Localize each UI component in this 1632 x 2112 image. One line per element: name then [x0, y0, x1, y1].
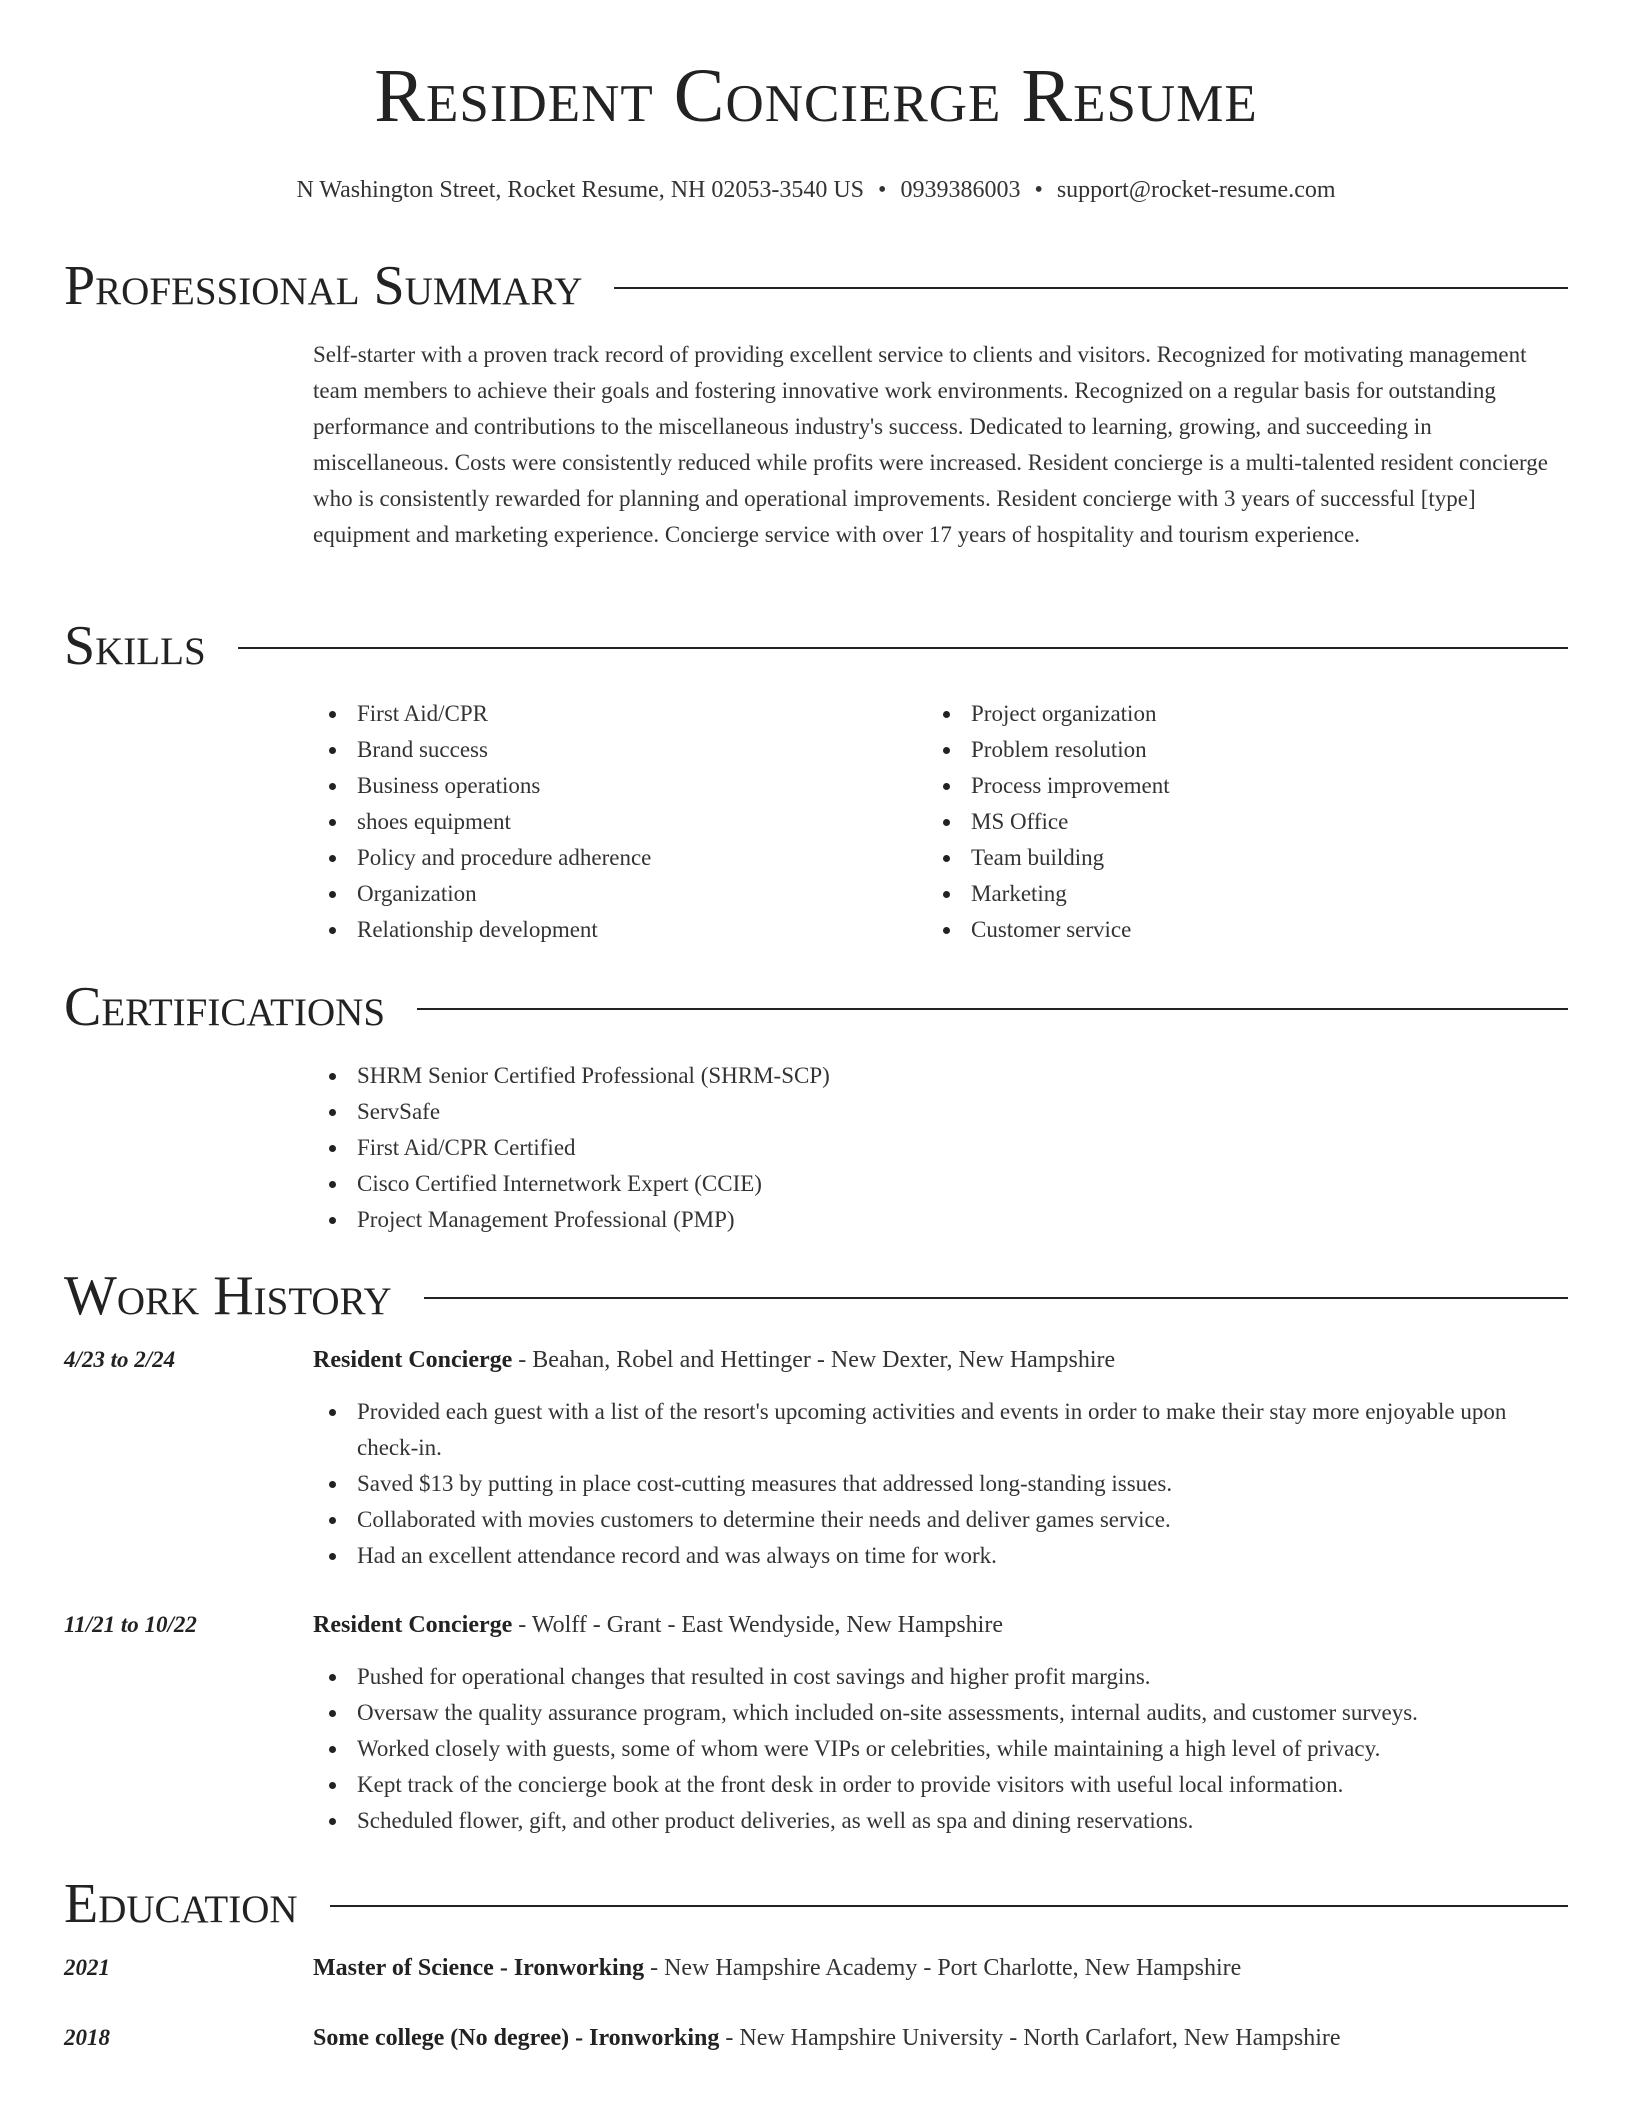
education-heading [313, 2020, 1568, 2056]
certification-item: First Aid/CPR Certified [313, 1130, 1513, 1166]
education-degree: Some college (No degree) - Ironworking [313, 2025, 720, 2051]
section-title-certifications: Certifications [64, 976, 386, 1038]
job-duty: Worked closely with guests, some of whom were VIPs or celebrities, while maintaining a high level of privacy. [313, 1731, 1568, 1767]
resume-title: Resident Concierge Resume [374, 54, 1258, 138]
job-heading [313, 1607, 1568, 1643]
section-title-education: Education [64, 1873, 298, 1935]
job-duties-list [313, 1394, 1568, 1574]
contact-phone: 0939386003 [900, 177, 1021, 203]
certification-item: Project Management Professional (PMP) [313, 1202, 1513, 1238]
skill-item: Project organization [927, 696, 1487, 732]
job-duty: Provided each guest with a list of the resort's upcoming activities and events in order to make their stay more enjoyable upon check-in. [313, 1394, 1568, 1466]
education-year: 2021 [64, 1955, 110, 1980]
certification-item: Cisco Certified Internetwork Expert (CCIE) [313, 1166, 1513, 1202]
certification-item: SHRM Senior Certified Professional (SHRM-SCP) [313, 1058, 1513, 1094]
job-duty: Scheduled flower, gift, and other product deliveries, as well as spa and dining reservations. [313, 1803, 1568, 1839]
skill-item: Problem resolution [927, 732, 1487, 768]
job-heading [313, 1342, 1568, 1378]
skill-item: Marketing [927, 876, 1487, 912]
certifications-list [313, 1058, 1513, 1238]
education-degree: Master of Science - Ironworking [313, 1955, 645, 1981]
skill-item: Process improvement [927, 768, 1487, 804]
section-header-education [64, 1873, 1568, 1935]
certification-item: ServSafe [313, 1094, 1513, 1130]
section-divider [330, 1905, 1568, 1907]
skill-item: MS Office [927, 804, 1487, 840]
job-role: Resident Concierge [313, 1612, 513, 1638]
job-dates: 11/21 to 10/22 [64, 1612, 197, 1637]
job-duty: Collaborated with movies customers to determine their needs and deliver games service. [313, 1502, 1568, 1538]
section-divider [417, 1008, 1568, 1010]
education-heading [313, 1950, 1568, 1986]
job-duty: Saved $13 by putting in place cost-cutting measures that addressed long-standing issues. [313, 1466, 1568, 1502]
section-title-work-history: Work History [64, 1265, 392, 1327]
contact-email: support@rocket-resume.com [1056, 177, 1336, 203]
contact-separator: • [1034, 177, 1043, 203]
job-employer-location: - Beahan, Robel and Hettinger - New Dexter, New Hampshire [512, 1347, 1116, 1373]
skill-item: Policy and procedure adherence [313, 840, 873, 876]
skill-item: Brand success [313, 732, 873, 768]
skills-list-left [313, 696, 873, 948]
contact-address: N Washington Street, Rocket Resume, NH 02053-3540 US [296, 177, 865, 203]
job-duty: Pushed for operational changes that resulted in cost savings and higher profit margins. [313, 1659, 1568, 1695]
skill-item: Team building [927, 840, 1487, 876]
skills-list-right [927, 696, 1487, 948]
section-title-summary: Professional Summary [64, 255, 583, 317]
skill-item: Business operations [313, 768, 873, 804]
section-header-certifications [64, 976, 1568, 1038]
job-duties-list [313, 1659, 1568, 1839]
job-employer-location: - Wolff - Grant - East Wendyside, New Hampshire [512, 1612, 1003, 1638]
skill-item: Relationship development [313, 912, 873, 948]
education-school-location: - New Hampshire Academy - Port Charlotte, New Hampshire [644, 1955, 1242, 1981]
education-year: 2018 [64, 2025, 110, 2050]
skill-item: Organization [313, 876, 873, 912]
skill-item: Customer service [927, 912, 1487, 948]
skill-item: shoes equipment [313, 804, 873, 840]
job-duty: Oversaw the quality assurance program, which included on-site assessments, internal audits, and customer surveys. [313, 1695, 1568, 1731]
job-dates: 4/23 to 2/24 [64, 1347, 176, 1372]
job-duty: Kept track of the concierge book at the front desk in order to provide visitors with useful local information. [313, 1767, 1568, 1803]
section-title-skills: Skills [64, 615, 206, 677]
skill-item: First Aid/CPR [313, 696, 873, 732]
section-header-skills [64, 615, 1568, 677]
education-school-location: - New Hampshire University - North Carlafort, New Hampshire [719, 2025, 1341, 2051]
summary-text: Self-starter with a proven track record of providing excellent service to clients and visitors. Recognized for motivating management team members to achieve their goals and fostering innovative work environments. Recognized on a regular basis for outstanding performance and contributions to the miscellaneous industry's success. Dedicated to learning, growing, and succeeding in miscellaneous. Costs were consistently reduced while profits were increased. Resident concierge is a multi-talented resident concierge who is consistently rewarded for planning and operational improvements. Resident concierge with 3 years of successful [type] equipment and marketing experience. Concierge service with over 17 years of hospitality and tourism experience. [313, 342, 1548, 547]
contact-separator: • [878, 177, 887, 203]
job-role: Resident Concierge [313, 1347, 513, 1373]
contact-line [0, 176, 1632, 205]
job-duty: Had an excellent attendance record and was always on time for work. [313, 1538, 1568, 1574]
section-divider [238, 647, 1568, 649]
section-divider [424, 1297, 1568, 1299]
section-header-summary [64, 255, 1568, 317]
section-header-work-history [64, 1265, 1568, 1327]
section-divider [614, 287, 1568, 289]
